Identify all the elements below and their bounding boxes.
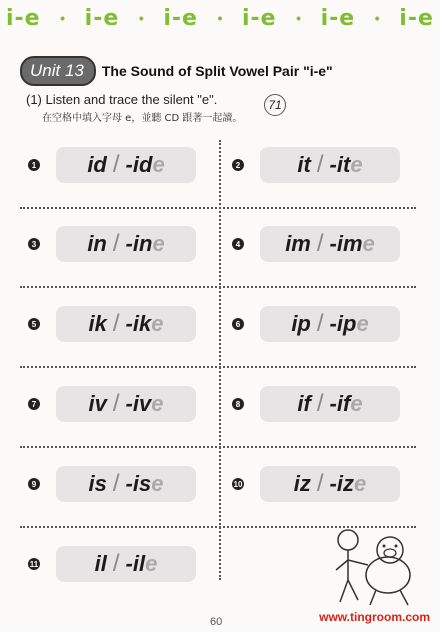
- banner-dot: •: [217, 10, 223, 26]
- silent-e: e: [151, 391, 164, 416]
- exercise-item: [28, 147, 196, 183]
- unit-title: The Sound of Split Vowel Pair "i-e": [101, 63, 333, 79]
- exercise-item: [28, 546, 196, 582]
- short-word: im: [285, 231, 311, 256]
- row-divider: [20, 286, 416, 288]
- banner-text: i-e: [84, 5, 120, 31]
- trace-box[interactable]: [56, 386, 196, 422]
- trace-box[interactable]: [56, 466, 196, 502]
- short-word: ip: [291, 311, 311, 336]
- long-word: -if: [329, 391, 351, 416]
- item-number: 2: [232, 159, 244, 171]
- slash: /: [316, 470, 324, 497]
- slash: /: [316, 390, 324, 417]
- banner-text: i-e: [163, 5, 198, 31]
- slash: /: [112, 390, 120, 417]
- short-word: is: [88, 471, 107, 496]
- slash: /: [316, 310, 324, 337]
- silent-e: e: [350, 152, 363, 177]
- item-number: 4: [232, 238, 244, 250]
- long-word: -id: [125, 152, 153, 177]
- short-word: it: [297, 152, 311, 177]
- short-word: il: [94, 551, 107, 576]
- item-number: 3: [28, 238, 40, 250]
- trace-box[interactable]: [260, 466, 400, 502]
- instruction-english: (1) Listen and trace the silent "e".: [26, 92, 218, 107]
- slash: /: [316, 230, 324, 257]
- silent-e: e: [151, 471, 164, 496]
- long-word: -in: [125, 231, 153, 256]
- long-word: -iv: [125, 391, 152, 416]
- long-word: -il: [125, 551, 146, 576]
- long-word: -ik: [125, 311, 152, 336]
- trace-box[interactable]: [56, 147, 196, 183]
- silent-e: e: [356, 311, 369, 336]
- short-word: ik: [88, 311, 107, 336]
- trace-box[interactable]: [260, 226, 400, 262]
- slash: /: [112, 550, 120, 577]
- row-divider: [20, 366, 416, 368]
- trace-box[interactable]: [56, 226, 196, 262]
- item-number: 7: [28, 398, 40, 410]
- mascot-illustration: [318, 520, 428, 610]
- slash: /: [112, 230, 120, 257]
- column-divider: [219, 140, 221, 580]
- short-word: id: [87, 152, 107, 177]
- banner-text: i-e: [6, 5, 41, 31]
- item-number: 5: [28, 318, 40, 330]
- silent-e: e: [350, 391, 363, 416]
- slash: /: [112, 151, 120, 178]
- exercise-item: [232, 466, 400, 502]
- long-word: -ip: [329, 311, 357, 336]
- slash: /: [112, 470, 120, 497]
- exercise-item: [28, 306, 196, 342]
- exercise-item: [28, 226, 196, 262]
- silent-e: e: [152, 152, 165, 177]
- unit-header: [20, 56, 333, 86]
- item-number: 8: [232, 398, 244, 410]
- exercise-item: [232, 147, 400, 183]
- trace-box[interactable]: [260, 306, 400, 342]
- item-number: 10: [233, 479, 243, 489]
- cd-track-icon: 71: [264, 94, 286, 116]
- exercise-item: [232, 226, 400, 262]
- banner-dot: •: [60, 10, 66, 26]
- banner-text: i-e: [241, 5, 277, 31]
- short-word: iv: [88, 391, 107, 416]
- banner-dot: •: [374, 10, 380, 26]
- item-number: 6: [232, 318, 244, 330]
- silent-e: e: [354, 471, 367, 496]
- instruction-chinese: 在空格中填入字母 e，並聽 CD 跟著一起讀。: [42, 113, 243, 124]
- slash: /: [316, 151, 324, 178]
- silent-e: e: [151, 311, 164, 336]
- item-number: 1: [28, 159, 40, 171]
- short-word: if: [297, 391, 311, 416]
- banner-text: i-e: [399, 5, 434, 31]
- unit-badge: Unit 13: [20, 56, 96, 86]
- exercise-item: [232, 306, 400, 342]
- silent-e: e: [362, 231, 375, 256]
- banner-text: i-e: [320, 5, 356, 31]
- silent-e: e: [145, 551, 158, 576]
- header-banner: [0, 0, 440, 36]
- silent-e: e: [152, 231, 165, 256]
- trace-box[interactable]: [260, 386, 400, 422]
- row-divider: [20, 446, 416, 448]
- short-word: iz: [293, 471, 311, 496]
- short-word: in: [87, 231, 107, 256]
- banner-dot: •: [296, 10, 302, 26]
- slash: /: [112, 310, 120, 337]
- long-word: -im: [329, 231, 363, 256]
- long-word: -iz: [329, 471, 354, 496]
- trace-box[interactable]: [56, 546, 196, 582]
- trace-box[interactable]: [260, 147, 400, 183]
- exercise-item: [28, 466, 196, 502]
- exercise-item: [28, 386, 196, 422]
- long-word: -it: [329, 152, 351, 177]
- item-number: 11: [29, 559, 39, 569]
- exercise-item: [232, 386, 400, 422]
- banner-dot: •: [138, 10, 144, 26]
- watermark-url: www.tingroom.com: [319, 610, 430, 624]
- trace-box[interactable]: [56, 306, 196, 342]
- row-divider: [20, 207, 416, 209]
- page-number: 60: [210, 616, 223, 628]
- long-word: -is: [125, 471, 152, 496]
- item-number: 9: [28, 478, 40, 490]
